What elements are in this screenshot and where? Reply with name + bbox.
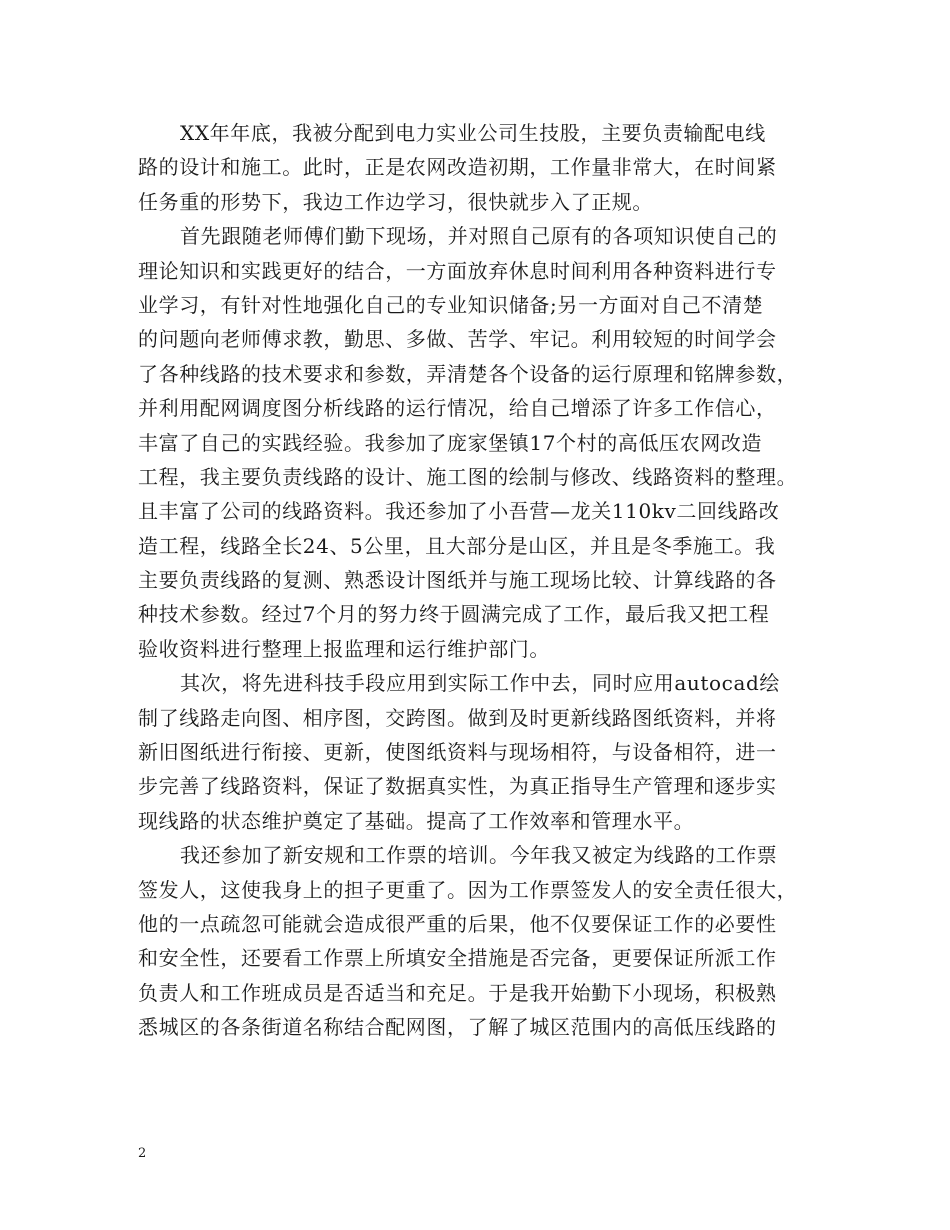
paragraph-3-line-4: 步完善了线路资料，保证了数据真实性，为真正指导生产管理和逐步实 xyxy=(138,774,777,799)
paragraph-1-line-1: XX年年底，我被分配到电力实业公司生技股，主要负责输配电线 xyxy=(180,121,766,145)
paragraph-2-line-5: 了各种线路的技术要求和参数，弄清楚各个设备的运行原理和铭牌参数， xyxy=(138,361,798,386)
body-text xyxy=(138,116,828,1045)
paragraph-1-line-3: 任务重的形势下，我边工作边学习，很快就步入了正规。 xyxy=(138,189,653,214)
paragraph-2-line-8: 工程，我主要负责线路的设计、施工图的绘制与修改、线路资料的整理。 xyxy=(138,464,798,489)
paragraph-3-line-1: 其次，将先进科技手段应用到实际工作中去，同时应用autocad绘 xyxy=(180,671,781,696)
paragraph-2-line-12: 种技术参数。经过7个月的努力终于圆满完成了工作，最后我又把工程 xyxy=(138,602,770,627)
paragraph-3-line-5: 现线路的状态维护奠定了基础。提高了工作效率和管理水平。 xyxy=(138,808,695,833)
paragraph-4-line-1: 我还参加了新安规和工作票的培训。今年我又被定为线路的工作票 xyxy=(180,843,778,868)
paragraph-2-line-4: 的问题向老师傅求教，勤思、多做、苦学、牢记。利用较短的时间学会 xyxy=(138,327,777,352)
paragraph-2-line-1: 首先跟随老师傅们勤下现场，并对照自己原有的各项知识使自己的 xyxy=(180,224,778,249)
page-number: 2 xyxy=(138,1146,147,1161)
paragraph-4-line-6: 悉城区的各条街道名称结合配网图，了解了城区范围内的高低压线路的 xyxy=(138,1015,777,1040)
paragraph-2-line-6: 并利用配网调度图分析线路的运行情况，给自己增添了许多工作信心， xyxy=(138,396,777,421)
paragraph-4-line-3: 他的一点疏忽可能就会造成很严重的后果，他不仅要保证工作的必要性 xyxy=(138,911,777,936)
paragraph-3-line-2: 制了线路走向图、相序图，交跨图。做到及时更新线路图纸资料，并将 xyxy=(138,705,777,730)
paragraph-4-line-5: 负责人和工作班成员是否适当和充足。于是我开始勤下小现场，积极熟 xyxy=(138,980,777,1005)
paragraph-2-line-10: 造工程，线路全长24、5公里，且大部分是山区，并且是冬季施工。我 xyxy=(138,533,776,558)
paragraph-2-line-3: 业学习，有针对性地强化自己的专业知识储备;另一方面对自己不清楚 xyxy=(138,292,764,317)
paragraph-2-line-7: 丰富了自己的实践经验。我参加了庞家堡镇17个村的高低压农网改造 xyxy=(138,430,763,455)
paragraph-2-line-2: 理论知识和实践更好的结合，一方面放弃休息时间利用各种资料进行专 xyxy=(138,258,777,283)
paragraph-2-line-9: 且丰富了公司的线路资料。我还参加了小吾营—龙关110kv二回线路改 xyxy=(138,499,780,524)
paragraph-2-line-13: 验收资料进行整理上报监理和运行维护部门。 xyxy=(138,636,550,661)
paragraph-2-line-11: 主要负责线路的复测、熟悉设计图纸并与施工现场比较、计算线路的各 xyxy=(138,568,777,593)
paragraph-4-line-2: 签发人，这使我身上的担子更重了。因为工作票签发人的安全责任很大， xyxy=(138,877,798,902)
paragraph-3-line-3: 新旧图纸进行衔接、更新，使图纸资料与现场相符，与设备相符，进一 xyxy=(138,740,777,765)
paragraph-4-line-4: 和安全性，还要看工作票上所填安全措施是否完备，更要保证所派工作 xyxy=(138,946,777,971)
paragraph-1-line-2: 路的设计和施工。此时，正是农网改造初期，工作量非常大，在时间紧 xyxy=(138,155,777,180)
